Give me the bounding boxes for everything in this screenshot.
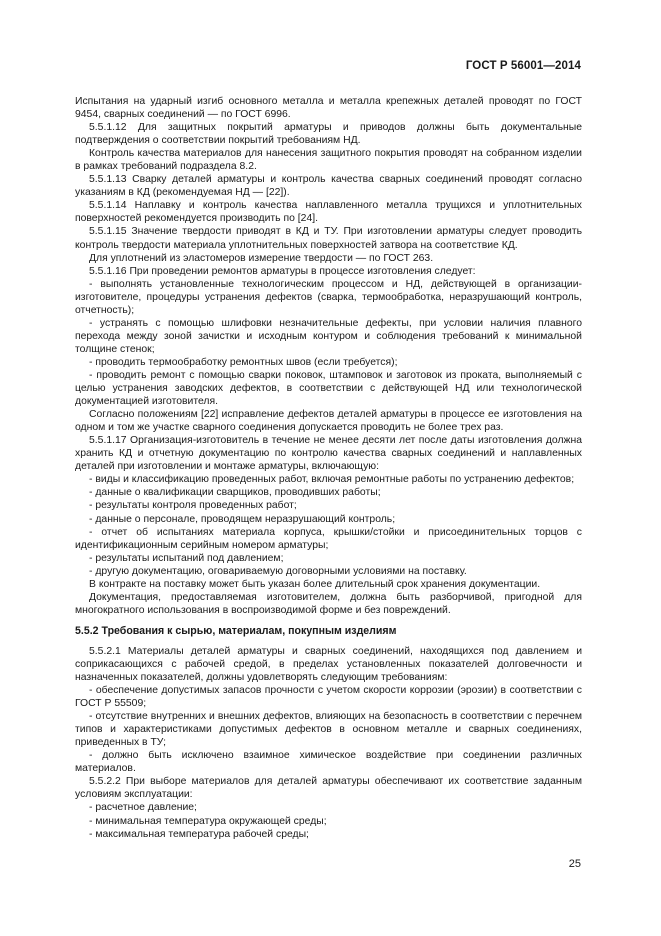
paragraph: Документация, предоставляемая изготовителем, должна быть разборчивой, пригодной для многократного использования в воспроизводимой форме и без повреждений. <box>75 591 582 616</box>
paragraph: 5.5.1.16 При проведении ремонтов арматуры в процессе изготовления следует: <box>89 265 476 277</box>
paragraph: 5.5.1.17 Организация-изготовитель в течение не менее десяти лет после даты изготовления должна хранить КД и отчетную документацию по контролю качества сварных соединений и наплавленных деталей при изготовлении и монтаже арматуры, включающую: <box>75 435 582 473</box>
list-item: - минимальная температура окружающей среды; <box>89 815 327 827</box>
paragraph: 5.5.1.15 Значение твердости приводят в КД и ТУ. При изготовлении арматуры следует проводить контроль твердости материала уплотнительных поверхностей затвора на соответствие КД. <box>75 226 582 251</box>
list-item: - результаты контроля проведенных работ; <box>89 500 297 512</box>
paragraph: Для уплотнений из эластомеров измерение твердости — по ГОСТ 263. <box>89 252 434 264</box>
paragraph-text: Испытания на ударный изгиб основного металла и металла крепежных деталей проводят по ГОСТ 9454, сварных соединений — по ГОСТ 6996. <box>75 96 582 121</box>
list-item: - максимальная температура рабочей среды; <box>89 828 309 840</box>
paragraph: Согласно положениям [22] исправление дефектов деталей арматуры в процессе ее изготовления на одном и том же участке сварного соединения допускается проводить не более трех раз. <box>75 409 582 434</box>
section-heading: 5.5.2 Требования к сырью, материалам, покупным изделиям <box>75 624 397 637</box>
list-item: - расчетное давление; <box>89 802 197 814</box>
paragraph: 5.5.2.2 При выборе материалов для деталей арматуры обеспечивают их соответствие заданным условиям эксплуатации: <box>75 776 582 801</box>
list-item: - устранять с помощью шлифовки незначительные дефекты, при условии наличия плавного перехода между зоной зачистки и исходным контуром и соблюдения требований к минимальной толщине стенок; <box>75 317 582 355</box>
page-number: 25 <box>568 858 581 870</box>
list-item: - обеспечение допустимых запасов прочности с учетом скорости коррозии (эрозии) в соответствии с ГОСТ Р 55509; <box>75 685 582 710</box>
paragraph: 5.5.1.14 Наплавку и контроль качества наплавленного металла трущихся и уплотнительных поверхностей рекомендуется производить по [24]. <box>75 200 582 225</box>
list-item: - проводить термообработку ремонтных швов (если требуется); <box>89 356 398 368</box>
document-body <box>75 95 582 841</box>
document-code-header: ГОСТ Р 56001—2014 <box>465 60 581 72</box>
paragraph: 5.5.2.1 Материалы деталей арматуры и сварных соединений, находящихся под давлением и соприкасающихся с рабочей средой, в пределах установленных показателей долговечности и назначенных показателей, должны удовлетворять следующим требованиям: <box>75 645 582 684</box>
list-item: - данные о персонале, проводящем неразрушающий контроль; <box>89 513 396 525</box>
paragraph <box>75 95 582 121</box>
paragraph: 5.5.1.13 Сварку деталей арматуры и контроль качества сварных соединений проводят согласно указаниям в КД (рекомендуемая НД — [22]). <box>75 174 582 199</box>
list-item: - выполнять установленные технологическим процессом и НД, действующей в организации-изготовителе, процедуры устранения дефектов (сварка, термообработка, неразрушающий контроль, отчетность); <box>75 278 582 316</box>
list-item: - виды и классификацию проведенных работ, включая ремонтные работы по устранению дефектов; <box>89 474 575 486</box>
list-item: - данные о квалификации сварщиков, проводивших работы; <box>89 487 381 499</box>
list-item: - должно быть исключено взаимное химическое воздействие при соединении различных материалов. <box>75 750 582 775</box>
list-item: - результаты испытаний под давлением; <box>89 552 284 564</box>
paragraph: В контракте на поставку может быть указан более длительный срок хранения документации. <box>89 578 541 590</box>
paragraph: Контроль качества материалов для нанесения защитного покрытия проводят на собранном изделии в рамках требований подраздела 8.2. <box>75 148 582 173</box>
list-item: - проводить ремонт с помощью сварки поковок, штамповок и заготовок из проката, выполняемый с целью устранения заводских дефектов, в соответствии с действующей НД или технологической документацией изготовителя. <box>75 369 582 408</box>
paragraph: 5.5.1.12 Для защитных покрытий арматуры и приводов должны быть документальные подтверждения о соответствии покрытий требованиям НД. <box>75 122 582 147</box>
list-item: - отсутствие внутренних и внешних дефектов, влияющих на безопасность в соответствии с перечнем типов и характеристиками допустимых дефектов в основном металле и сварных соединениях, приведенных в ТУ; <box>75 711 582 749</box>
list-item: - другую документацию, оговариваемую договорными условиями на поставку. <box>89 565 467 577</box>
list-item: - отчет об испытаниях материала корпуса, крышки/стойки и присоединительных торцов с идентификационным серийным номером арматуры; <box>75 526 582 551</box>
